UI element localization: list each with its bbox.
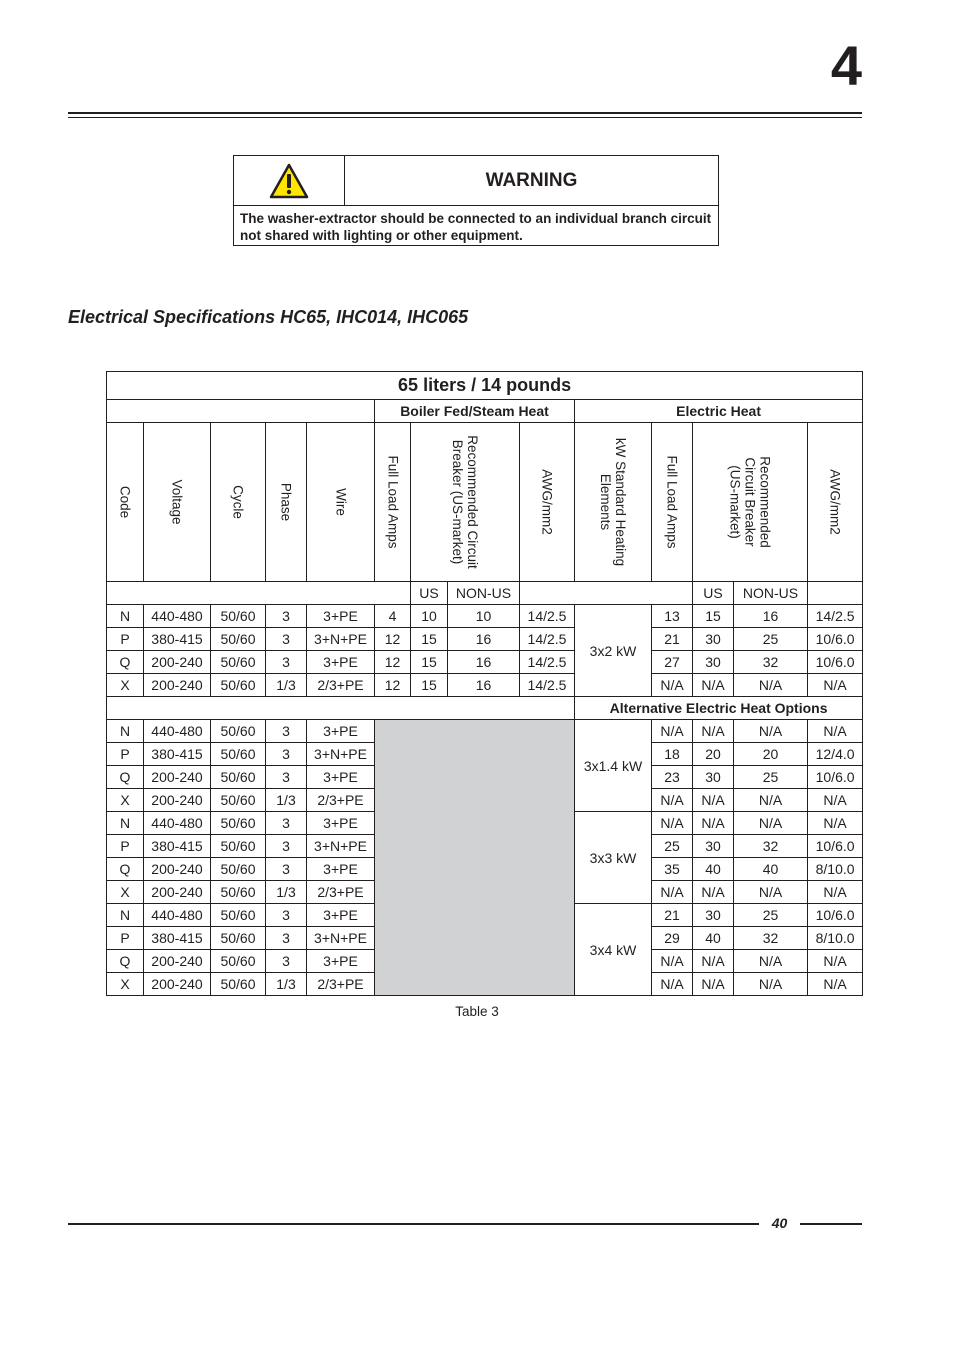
cell-code: Q bbox=[107, 950, 144, 973]
section-title: Electrical Specifications HC65, IHC014, IHC065 bbox=[68, 307, 469, 327]
cell-wire: 3+PE bbox=[307, 858, 375, 881]
cell-e-fla: 27 bbox=[652, 651, 693, 674]
col-header-code-label: Code bbox=[117, 485, 133, 519]
cell-e-us: 30 bbox=[693, 766, 734, 789]
cell-e-us: 30 bbox=[693, 628, 734, 651]
cell-wire: 2/3+PE bbox=[307, 973, 375, 996]
cell-b-fla: 12 bbox=[375, 651, 411, 674]
cell-wire: 3+PE bbox=[307, 605, 375, 628]
chapter-number: 4 bbox=[830, 34, 862, 97]
cell-b-us: 15 bbox=[411, 674, 448, 697]
warning-box bbox=[233, 155, 719, 246]
cell-e-fla: 21 bbox=[652, 904, 693, 927]
electrical-spec-table bbox=[106, 371, 863, 996]
table-row bbox=[107, 628, 863, 651]
cell-phase: 3 bbox=[266, 766, 307, 789]
header-rule bbox=[68, 112, 862, 114]
cell-wire: 2/3+PE bbox=[307, 881, 375, 904]
cell-phase: 3 bbox=[266, 927, 307, 950]
cell-e-fla: N/A bbox=[652, 950, 693, 973]
cell-e-fla: N/A bbox=[652, 789, 693, 812]
cell-e-awg: N/A bbox=[808, 881, 863, 904]
cell-e-fla: N/A bbox=[652, 812, 693, 835]
cell-voltage: 380-415 bbox=[144, 628, 211, 651]
cell-voltage: 380-415 bbox=[144, 743, 211, 766]
cell-voltage: 200-240 bbox=[144, 973, 211, 996]
cell-e-fla: N/A bbox=[652, 973, 693, 996]
cell-e-us: 20 bbox=[693, 743, 734, 766]
cell-e-us: N/A bbox=[693, 720, 734, 743]
cell-voltage: 200-240 bbox=[144, 789, 211, 812]
cell-voltage: 440-480 bbox=[144, 904, 211, 927]
cell-e-nonus: N/A bbox=[734, 720, 808, 743]
cell-code: N bbox=[107, 812, 144, 835]
cell-wire: 3+N+PE bbox=[307, 628, 375, 651]
cell-cycle: 50/60 bbox=[211, 720, 266, 743]
cell-b-us: 10 bbox=[411, 605, 448, 628]
col-header-elec-breaker bbox=[693, 423, 808, 582]
cell-b-nonus: 16 bbox=[448, 674, 520, 697]
cell-e-nonus: 16 bbox=[734, 605, 808, 628]
warning-text: The washer-extractor should be connected to an individual branch circuit not shared with lighting or other equipment. bbox=[240, 211, 712, 243]
cell-wire: 3+N+PE bbox=[307, 835, 375, 858]
cell-b-nonus: 16 bbox=[448, 628, 520, 651]
cell-e-nonus: N/A bbox=[734, 674, 808, 697]
col-header-voltage-label: Voltage bbox=[169, 479, 185, 525]
page-number: 40 bbox=[771, 1215, 788, 1231]
cell-wire: 3+PE bbox=[307, 720, 375, 743]
cell-voltage: 200-240 bbox=[144, 766, 211, 789]
cell-code: P bbox=[107, 743, 144, 766]
cell-cycle: 50/60 bbox=[211, 628, 266, 651]
cell-e-awg: 12/4.0 bbox=[808, 743, 863, 766]
col-header-boiler-awg bbox=[520, 423, 575, 582]
cell-voltage: 200-240 bbox=[144, 674, 211, 697]
col-header-boiler-breaker-label: Recommended Circuit Breaker (US-market) bbox=[450, 435, 480, 569]
cell-e-us: 40 bbox=[693, 927, 734, 950]
cell-voltage: 200-240 bbox=[144, 881, 211, 904]
cell-e-us: N/A bbox=[693, 789, 734, 812]
col-header-phase bbox=[266, 423, 307, 582]
cell-code: P bbox=[107, 628, 144, 651]
col-header-boiler-fla-label: Full Load Amps bbox=[385, 455, 400, 549]
cell-e-awg: 10/6.0 bbox=[808, 766, 863, 789]
cell-kw-standard: 3x2 kW bbox=[575, 605, 652, 697]
cell-code: N bbox=[107, 904, 144, 927]
cell-code: P bbox=[107, 835, 144, 858]
col-header-phase-label: Phase bbox=[278, 482, 294, 522]
cell-e-us: 40 bbox=[693, 858, 734, 881]
sub-header-empty bbox=[107, 582, 411, 605]
table-title: 65 liters / 14 pounds bbox=[107, 372, 863, 400]
cell-e-nonus: 32 bbox=[734, 927, 808, 950]
cell-e-nonus: 25 bbox=[734, 766, 808, 789]
cell-phase: 1/3 bbox=[266, 674, 307, 697]
cell-e-fla: 29 bbox=[652, 927, 693, 950]
cell-e-awg: N/A bbox=[808, 973, 863, 996]
cell-e-awg: N/A bbox=[808, 720, 863, 743]
group-header-empty bbox=[107, 400, 375, 423]
group-header-boiler: Boiler Fed/Steam Heat bbox=[375, 400, 575, 423]
cell-voltage: 200-240 bbox=[144, 950, 211, 973]
cell-e-nonus: 32 bbox=[734, 835, 808, 858]
cell-e-nonus: 25 bbox=[734, 904, 808, 927]
warning-title: WARNING bbox=[345, 156, 718, 206]
table-row bbox=[107, 605, 863, 628]
cell-phase: 1/3 bbox=[266, 881, 307, 904]
cell-kw-alt: 3x3 kW bbox=[575, 812, 652, 904]
cell-e-fla: 23 bbox=[652, 766, 693, 789]
cell-phase: 3 bbox=[266, 605, 307, 628]
col-header-boiler-awg-label: AWG/mm2 bbox=[539, 469, 555, 535]
cell-kw-alt: 3x1.4 kW bbox=[575, 720, 652, 812]
cell-b-nonus: 16 bbox=[448, 651, 520, 674]
cell-wire: 3+N+PE bbox=[307, 927, 375, 950]
cell-e-nonus: 32 bbox=[734, 651, 808, 674]
cell-voltage: 440-480 bbox=[144, 812, 211, 835]
cell-e-fla: N/A bbox=[652, 720, 693, 743]
cell-wire: 3+N+PE bbox=[307, 743, 375, 766]
cell-wire: 3+PE bbox=[307, 904, 375, 927]
cell-e-awg: N/A bbox=[808, 950, 863, 973]
cell-phase: 3 bbox=[266, 904, 307, 927]
cell-e-awg: 10/6.0 bbox=[808, 651, 863, 674]
cell-e-nonus: N/A bbox=[734, 789, 808, 812]
warning-icon-cell bbox=[234, 156, 345, 206]
cell-phase: 3 bbox=[266, 651, 307, 674]
cell-code: N bbox=[107, 720, 144, 743]
group-header-electric: Electric Heat bbox=[575, 400, 863, 423]
cell-wire: 2/3+PE bbox=[307, 789, 375, 812]
alt-header: Alternative Electric Heat Options bbox=[575, 697, 863, 720]
cell-e-nonus: N/A bbox=[734, 950, 808, 973]
cell-b-nonus: 10 bbox=[448, 605, 520, 628]
cell-e-nonus: N/A bbox=[734, 881, 808, 904]
cell-code: X bbox=[107, 881, 144, 904]
cell-e-awg: 8/10.0 bbox=[808, 858, 863, 881]
cell-cycle: 50/60 bbox=[211, 766, 266, 789]
cell-e-fla: 25 bbox=[652, 835, 693, 858]
cell-e-us: N/A bbox=[693, 881, 734, 904]
cell-b-us: 15 bbox=[411, 628, 448, 651]
cell-phase: 3 bbox=[266, 720, 307, 743]
cell-cycle: 50/60 bbox=[211, 835, 266, 858]
cell-voltage: 380-415 bbox=[144, 927, 211, 950]
cell-cycle: 50/60 bbox=[211, 973, 266, 996]
col-header-boiler-fla bbox=[375, 423, 411, 582]
col-header-boiler-breaker bbox=[411, 423, 520, 582]
col-header-elec-awg-label: AWG/mm2 bbox=[827, 469, 843, 535]
cell-b-awg: 14/2.5 bbox=[520, 674, 575, 697]
alt-header-row bbox=[107, 697, 863, 720]
cell-e-us: 30 bbox=[693, 835, 734, 858]
cell-cycle: 50/60 bbox=[211, 904, 266, 927]
cell-code: Q bbox=[107, 651, 144, 674]
cell-phase: 1/3 bbox=[266, 973, 307, 996]
cell-b-awg: 14/2.5 bbox=[520, 628, 575, 651]
cell-e-awg: 10/6.0 bbox=[808, 628, 863, 651]
cell-code: X bbox=[107, 973, 144, 996]
cell-e-us: N/A bbox=[693, 674, 734, 697]
cell-b-awg: 14/2.5 bbox=[520, 651, 575, 674]
cell-wire: 2/3+PE bbox=[307, 674, 375, 697]
cell-e-us: N/A bbox=[693, 950, 734, 973]
cell-phase: 3 bbox=[266, 858, 307, 881]
cell-b-us: 15 bbox=[411, 651, 448, 674]
cell-wire: 3+PE bbox=[307, 950, 375, 973]
cell-voltage: 440-480 bbox=[144, 605, 211, 628]
cell-code: P bbox=[107, 927, 144, 950]
warning-triangle-icon bbox=[269, 163, 309, 199]
table-caption: Table 3 bbox=[455, 1004, 499, 1019]
cell-code: Q bbox=[107, 858, 144, 881]
table-row bbox=[107, 651, 863, 674]
sub-header-us: US bbox=[411, 582, 448, 605]
cell-e-awg: 10/6.0 bbox=[808, 835, 863, 858]
cell-cycle: 50/60 bbox=[211, 674, 266, 697]
cell-b-fla: 12 bbox=[375, 628, 411, 651]
cell-cycle: 50/60 bbox=[211, 651, 266, 674]
cell-b-awg: 14/2.5 bbox=[520, 605, 575, 628]
sub-header-nonus: NON-US bbox=[448, 582, 520, 605]
cell-e-us: N/A bbox=[693, 812, 734, 835]
cell-wire: 3+PE bbox=[307, 766, 375, 789]
cell-e-nonus: 40 bbox=[734, 858, 808, 881]
cell-e-awg: 8/10.0 bbox=[808, 927, 863, 950]
cell-cycle: 50/60 bbox=[211, 605, 266, 628]
sub-header-empty bbox=[520, 582, 693, 605]
cell-b-fla: 12 bbox=[375, 674, 411, 697]
cell-e-us: N/A bbox=[693, 973, 734, 996]
cell-cycle: 50/60 bbox=[211, 950, 266, 973]
cell-voltage: 200-240 bbox=[144, 858, 211, 881]
col-header-voltage bbox=[144, 423, 211, 582]
cell-e-fla: 35 bbox=[652, 858, 693, 881]
cell-phase: 3 bbox=[266, 812, 307, 835]
cell-b-fla: 4 bbox=[375, 605, 411, 628]
cell-phase: 1/3 bbox=[266, 789, 307, 812]
cell-e-us: 30 bbox=[693, 651, 734, 674]
cell-phase: 3 bbox=[266, 835, 307, 858]
col-header-cycle bbox=[211, 423, 266, 582]
boiler-na-shaded bbox=[375, 720, 575, 996]
cell-cycle: 50/60 bbox=[211, 858, 266, 881]
col-header-elec-fla-label: Full Load Amps bbox=[664, 455, 680, 549]
cell-e-fla: 21 bbox=[652, 628, 693, 651]
header-rule-thin bbox=[68, 117, 862, 118]
cell-e-nonus: 25 bbox=[734, 628, 808, 651]
cell-e-awg: 10/6.0 bbox=[808, 904, 863, 927]
cell-code: X bbox=[107, 674, 144, 697]
cell-e-awg: N/A bbox=[808, 674, 863, 697]
cell-voltage: 380-415 bbox=[144, 835, 211, 858]
cell-e-fla: N/A bbox=[652, 674, 693, 697]
sub-header-us: US bbox=[693, 582, 734, 605]
footer-rule bbox=[800, 1223, 862, 1225]
cell-cycle: 50/60 bbox=[211, 812, 266, 835]
col-header-elec-breaker-label: Recommended Circuit Breaker (US-market) bbox=[727, 456, 773, 548]
col-header-elec-awg bbox=[808, 423, 863, 582]
cell-e-fla: 18 bbox=[652, 743, 693, 766]
col-header-elec-kw bbox=[575, 423, 652, 582]
table-row bbox=[107, 720, 863, 743]
cell-e-nonus: N/A bbox=[734, 812, 808, 835]
cell-cycle: 50/60 bbox=[211, 927, 266, 950]
cell-kw-alt: 3x4 kW bbox=[575, 904, 652, 996]
cell-e-awg: 14/2.5 bbox=[808, 605, 863, 628]
cell-cycle: 50/60 bbox=[211, 789, 266, 812]
cell-wire: 3+PE bbox=[307, 812, 375, 835]
cell-e-fla: 13 bbox=[652, 605, 693, 628]
alt-header-empty bbox=[107, 697, 575, 720]
cell-e-nonus: N/A bbox=[734, 973, 808, 996]
cell-e-us: 30 bbox=[693, 904, 734, 927]
col-header-wire-label: Wire bbox=[333, 488, 348, 516]
col-header-elec-fla bbox=[652, 423, 693, 582]
cell-phase: 3 bbox=[266, 743, 307, 766]
cell-e-us: 15 bbox=[693, 605, 734, 628]
cell-phase: 3 bbox=[266, 628, 307, 651]
cell-cycle: 50/60 bbox=[211, 743, 266, 766]
sub-header-empty bbox=[808, 582, 863, 605]
col-header-elec-kw-label: kW Standard Heating Elements bbox=[598, 437, 628, 567]
col-header-wire bbox=[307, 423, 375, 582]
col-header-code bbox=[107, 423, 144, 582]
cell-voltage: 200-240 bbox=[144, 651, 211, 674]
cell-code: Q bbox=[107, 766, 144, 789]
table-row bbox=[107, 674, 863, 697]
cell-e-awg: N/A bbox=[808, 812, 863, 835]
cell-e-fla: N/A bbox=[652, 881, 693, 904]
footer-rule bbox=[68, 1223, 759, 1225]
cell-cycle: 50/60 bbox=[211, 881, 266, 904]
sub-header-nonus: NON-US bbox=[734, 582, 808, 605]
cell-code: X bbox=[107, 789, 144, 812]
cell-phase: 3 bbox=[266, 950, 307, 973]
cell-e-awg: N/A bbox=[808, 789, 863, 812]
cell-voltage: 440-480 bbox=[144, 720, 211, 743]
cell-e-nonus: 20 bbox=[734, 743, 808, 766]
cell-code: N bbox=[107, 605, 144, 628]
col-header-cycle-label: Cycle bbox=[230, 485, 246, 519]
cell-wire: 3+PE bbox=[307, 651, 375, 674]
